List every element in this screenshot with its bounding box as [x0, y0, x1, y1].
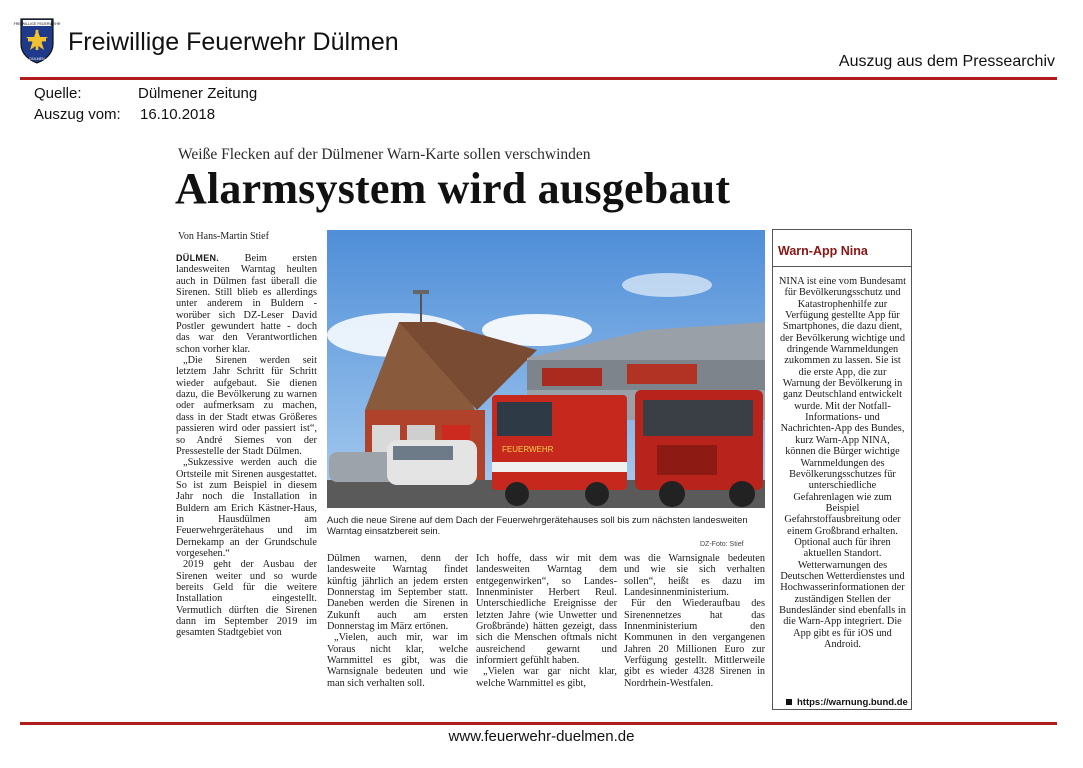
- source-value: Dülmener Zeitung: [138, 85, 258, 102]
- sidebar-divider: [772, 266, 912, 267]
- lead-text: Beim ersten landesweiten Warntag heulten auch in Dülmen fast überall die Sirenen. Still blieb es allerdings unter anderem in Buldern - worüber sich DZ-Leser David Postler gewundert hatte - doch das war den Verantwortlichen schon vorher klar.: [176, 253, 317, 355]
- article-byline: Von Hans-Martin Stief: [178, 231, 269, 242]
- truck-lettering: FEUERWEHR: [502, 445, 554, 454]
- source-label: Quelle:: [34, 85, 82, 102]
- paragraph: Ich hoffe, dass wir mit dem landesweiten Warntag dem entgegenwirken“, so Landes-Innenminister Herbert Reul. Unterschiedliche Ereignisse der letzten Jahre (wie Unwetter und Großbrände) hätten gezeigt, dass sich die Menschen oftmals nicht ausreichend gewarnt und informiert gefühlt haben.: [476, 553, 617, 667]
- sidebar-title: Warn-App Nina: [778, 244, 868, 258]
- archive-label: Auszug aus dem Pressearchiv: [838, 53, 1055, 70]
- article-dateline: DÜLMEN.: [176, 253, 220, 263]
- paragraph: Dülmen warnen, denn der landesweite Warntag findet künftig jährlich an jedem ersten Donnerstag im September statt. Daneben werden die Sirenen in Zukunft auch am ersten Donnerstag im März ertönen.: [327, 553, 468, 633]
- header-divider: [20, 77, 1057, 80]
- article-headline: Alarmsystem wird ausgebaut: [175, 164, 731, 213]
- paragraph: Für den Wiederaufbau des Sirenennetzes hat das Innenministerium den Kommunen in den vergangenen Jahren 20 Millionen Euro zur Verfügung gestellt. Mittlerweile gibt es wieder 4328 Sirenen in Nordrhein-Westfalen.: [624, 598, 765, 689]
- article-column-1: [176, 253, 317, 639]
- organization-title: Freiwillige Feuerwehr Dülmen: [68, 28, 399, 56]
- sidebar-text: NINA ist eine vom Bundesamt für Bevölkerungsschutz und Katastrophenhilfe zur Verfügung gestellte App für Smartphones, die dazu dient, der Bevölkerung wichtige und dringende Warnmeldungen zukommen zu lassen. Sie ist die erste App, die zur Warnung der Bevölkerung in ganz Deutschland entwickelt wurde. Mit der Notfall-Informations- und Nachrichten-App des Bundes, kurz Warn-App NINA, können die Bürger wichtige Warnmeldungen des Bevölkerungsschutzes für unterschiedliche Gefahrenlagen wie zum Beispiel Gefahrstoffausbreitung oder einem Großbrand erhalten. Optional auch für ihren aktuellen Standort. Wetterwarnungen des Deutschen Wetterdienstes und Hochwasserinformationen der zuständigen Stellen der Bundesländer sind ebenfalls in die Warn-App integriert. Die App gibt es für iOS und Android.: [779, 276, 906, 650]
- article-kicker: Weiße Flecken auf der Dülmener Warn-Karte sollen verschwinden: [178, 146, 591, 163]
- article-column-2: [327, 553, 468, 689]
- paragraph: „Die Sirenen werden seit letztem Jahr Schritt für Schritt wieder aufgebaut. Sie dienen dazu, die Bevölkerung zu warnen oder aufmerksam zu machen, dass in der Stadt etwas Größeres passieren wird oder passiert ist“, so André Siemes von der Pressestelle der Stadt Dülmen.: [176, 355, 317, 457]
- fire-station-photo: [327, 230, 765, 508]
- paragraph: „Vielen war gar nicht klar, welche Warnmittel es gibt,: [476, 666, 617, 689]
- fire-department-crest-logo: [13, 16, 61, 64]
- date-label: Auszug vom:: [34, 106, 121, 123]
- paragraph: „Vielen, auch mir, war im Voraus nicht klar, welche Warnmittel es gibt, was die Warnsignale bedeuten und wie man sich verhalten soll.: [327, 632, 468, 689]
- crest-text-bottom: DÜLMEN: [29, 57, 45, 61]
- footer-divider: [20, 722, 1057, 725]
- footer-url-link[interactable]: www.feuerwehr-duelmen.de: [448, 728, 635, 745]
- article-column-4: [624, 553, 765, 689]
- paragraph: 2019 geht der Ausbau der Sirenen weiter und so wurde bereits Geld für die weitere Installation eingestellt. Vermutlich dürften die Sirenen dann im September 2019 im gesamten Stadtgebiet von: [176, 559, 317, 639]
- crest-text-top: FREIWILLIGE FEUERWEHR: [13, 22, 61, 26]
- article-column-3: [476, 553, 617, 689]
- photo-caption: Auch die neue Sirene auf dem Dach der Feuerwehrgerätehauses soll bis zum nächsten landesweiten Warntag einsatzbereit sein.: [327, 514, 748, 537]
- photo-credit: DZ-Foto: Stief: [700, 541, 744, 548]
- date-value: 16.10.2018: [140, 106, 216, 123]
- article-lead-paragraph: [176, 253, 317, 355]
- bullet-square-icon: [786, 699, 792, 705]
- sidebar-link[interactable]: https://warnung.bund.de: [797, 697, 908, 708]
- paragraph: was die Warnsignale bedeuten und wie sie sich verhalten sollen“, heißt es dazu im Landesinnenministerium.: [624, 553, 765, 599]
- paragraph: „Sukzessive werden auch die Ortsteile mit Sirenen ausgestattet. So ist zum Beispiel in diesem Jahr noch die Installation in Buldern am Erich Kästner-Haus, in Hausdülmen am Feuerwehrgerätehaus und im Dernekamp an der Grundschule vorgesehen.“: [176, 457, 317, 559]
